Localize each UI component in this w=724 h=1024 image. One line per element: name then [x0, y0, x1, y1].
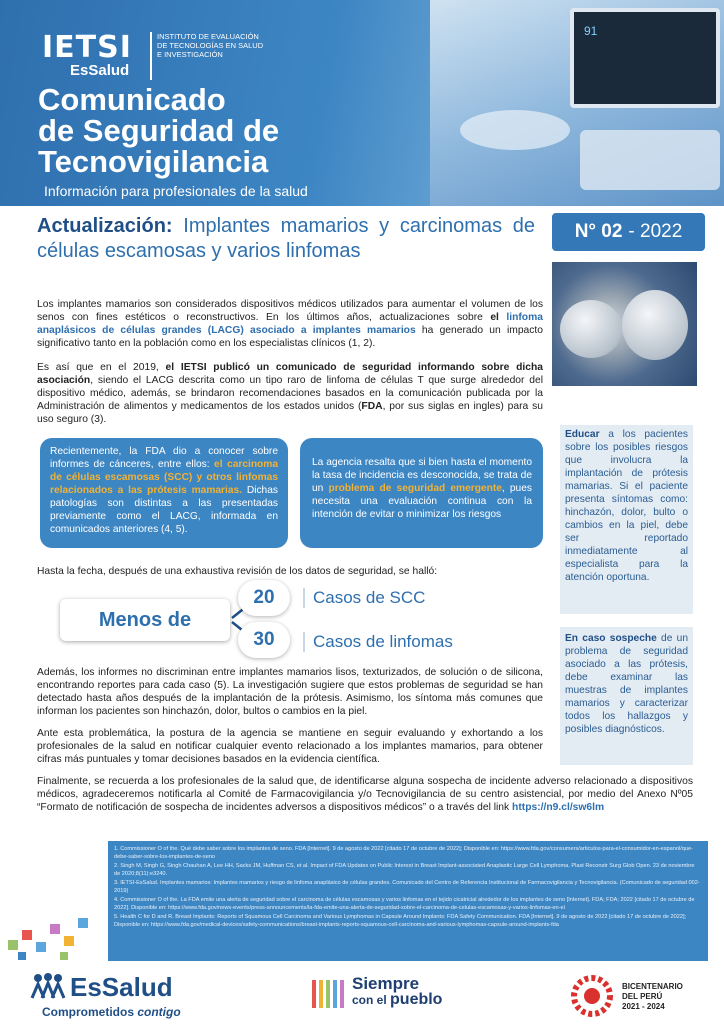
bicent-line-3: 2021 - 2024 [622, 1002, 665, 1011]
educar-bold: Educar [565, 429, 600, 440]
page-title [38, 84, 279, 177]
pixel-square [60, 952, 68, 960]
p2-text-c: , siendo el LACG descrita como un tipo raro de linfoma de células T que surge alrededor del dispositivo médico, además, se brindaron recomendaciones basados en la comunicación publicada por la Administración de alimentos y medicamentos de los estados unidos ( [37, 375, 543, 412]
paragraph-4: Ante esta problemática, la postura de la agencia se mantiene en seguir evaluando y exhortando a los profesionales de la salud en notificar cualquier evento relacionado a los implantes mamarios, para obtener cifras más puntuales y tomar decisiones basados en la evidencia científica. [37, 728, 543, 765]
implant-left-shape [560, 300, 622, 358]
implants-photo [552, 262, 697, 386]
linfomas-count: 30 [238, 622, 290, 658]
side-panel-caso [560, 627, 693, 765]
siempre-line-2a: con el [352, 993, 391, 1007]
header-photo [430, 0, 724, 206]
siempre-line-1: Siempre [352, 974, 420, 993]
p2-text-d: , por sus siglas en ingles) para su uso seguro (3). [37, 401, 543, 425]
paragraph-5 [37, 775, 693, 814]
update-label: Actualización: [37, 215, 173, 237]
reference-item: 1. Commissioner O of the. Qué debe saber sobre los implantes de seno. FDA [Internet]. 9 de agosto de 2022 [citado 17 de octubre de 2022]; Disponible en: https://www.fda.gov/consumers/articulos-para-el-consumidor-en-espanol/que-debe-saber-sobre-los-implantes-de-seno [114, 846, 693, 860]
pixel-square [36, 942, 46, 952]
p1-highlight: linfoma anaplásicos de células grandes (LACG) asociado a implantes mamarios [37, 312, 543, 336]
page-subtitle: Información para profesionales de la salud [44, 183, 308, 199]
p1-bold: el [490, 312, 507, 323]
reference-item: 4. Commissioner O of the. La FDA emite una alerta de seguridad sobre el carcinoma de células escamosas y varios linfomas en el tejido cicatricial alrededor de los implantes de seno [Internet]. FDA; FDA; 2022 [citado 17 de octubre de 2022]. Disponible en: https://www.fda.gov/news-events/press-announcements/la-fda-emite-una-alerta-de-seguridad-sobre-el-carcinoma-de-celulas-escamosas-y-varios-linfomas-en-el [114, 897, 695, 911]
caso-text: de un problema de seguridad asociado a las prótesis, debe examinar las muestras de implantes mamarios y caracterizar todos los hallazgos y posibles diagnósticos. [565, 633, 688, 735]
pixel-square [50, 924, 60, 934]
title-line-3: Tecnovigilancia [38, 144, 269, 179]
bicent-line-2: DEL PERÚ [622, 992, 663, 1001]
implant-right-shape [622, 290, 688, 360]
box1-text-b: Dichas patologías son distintas a las presentadas previamente como el LACG, informada en comunicados anteriores (4, 5). [50, 485, 278, 535]
tagline-b: contigo [137, 1005, 181, 1019]
essalud-people-icon [30, 972, 66, 1000]
notification-link[interactable]: https://n9.cl/sw6lm [512, 802, 605, 813]
p5-text: Finalmente, se recuerda a los profesionales de la salud que, de identificarse alguna sospecha de incidente adverso relacionado a dispositivos médicos, agradeceremos notificarla al Comité de Farmacovigilancia y/o Tecnovigilancia de su centro asistencial, por medio del Anexo Nº05 “Formato de notificación de sospecha de incidentes adversos a dispositivos médicos” o a través del link [37, 776, 693, 813]
references-box [108, 841, 708, 961]
pixel-square [22, 930, 32, 940]
issue-number-badge [552, 213, 705, 251]
pixel-square [64, 936, 74, 946]
scc-count: 20 [238, 580, 290, 616]
info-box-agency-text [312, 456, 532, 521]
info-box-fda-text [50, 445, 278, 536]
linfomas-label: Casos de linfomas [303, 632, 453, 652]
p1-text-a: Los implantes mamarios son considerados dispositivos médicos utilizados para aumentar el volumen de los senos con fines estéticos o reconstructivos. En los últimos años, actualizaciones sobre [37, 299, 543, 323]
pixel-square [78, 918, 88, 928]
menos-de-label: Menos de [60, 599, 230, 641]
monitor-number: 91 [584, 24, 598, 38]
siempre-line-2b: pueblo [390, 991, 443, 1008]
siempre-logo-icon [310, 976, 350, 1012]
p2-text-a: Es así que en el 2019, [37, 362, 166, 373]
title-line-1: Comunicado [38, 82, 226, 117]
paragraph-1 [37, 298, 543, 350]
update-text: Implantes mamarios y carcinomas de células escamosas y varios linfomas [37, 215, 535, 262]
reference-item: 5. Health C for D and R. Breast Implants: Reports of Squamous Cell Carcinoma and Various Lymphomas in Capsule Around Implants: FDA Safety Communication. FDA [Internet]. 9 de agosto de 2022 [citado 17 de octubre de 2022]; Disponible en: https://www.fda.gov/medical-devices/safety-communications/breast-implants-reports-squamous-cell-carcinoma-and-various-lymphomas-capsule-around-implants-fda [114, 914, 687, 928]
reference-item: 2. Singh M, Singh G, Singh Chauhan A, Lee HH, Sacks JM, Huffman CS, et al. Impact of FDA Updates on Public Interest in Breast Implant-associated Anaplastic Large Cell Lymphoma. Plast Reconstr Surg Glob Open. 23 de noviembre de 2020;8(11):e3240. [114, 863, 695, 877]
bicent-line-1: BICENTENARIO [622, 982, 683, 991]
siempre-logo-text [352, 976, 442, 1008]
box2-text-a: La agencia resalta que si bien hasta el momento la tasa de incidencia es desconocida, se trata de un [312, 457, 532, 494]
pixel-square [18, 952, 26, 960]
reference-item: 3. IETSI-EsSalud. Implantes mamarios: Implantes mamarios y riesgo de linfoma anaplásico de células grandes. Comunicado del Centro de Referencia Institucional de Farmacovigilancia y Tecnovigilancia. (Comunicado de seguridad 002-2019) [114, 880, 700, 894]
essalud-footer-logo: EsSalud [70, 972, 173, 1002]
p2-bold: el IETSI publicó un comunicado de seguridad informando sobre dicha asociación [37, 362, 543, 386]
monitor-image [570, 8, 720, 108]
pixel-decoration [0, 900, 100, 970]
lamp-shape [460, 110, 570, 150]
p1-text-c: ha generado un impacto significativo tanto en la población como en los especialistas clínicos (1, 2). [37, 325, 544, 349]
scc-label: Casos de SCC [303, 588, 425, 608]
logo-divider [150, 32, 152, 80]
issue-number: N° 02 [574, 221, 623, 242]
results-intro: Hasta la fecha, después de una exhaustiva revisión de los datos de seguridad, se halló: [37, 566, 438, 577]
institute-name: INSTITUTO DE EVALUACIÓN DE TECNOLOGÍAS EN SALUD E INVESTIGACIÓN [157, 32, 264, 59]
ietsi-logo: IETSI [42, 30, 132, 65]
info-box-agency [300, 438, 543, 548]
tagline-a: Comprometidos [42, 1005, 138, 1019]
box2-highlight: problema de seguridad emergente [328, 483, 502, 494]
bicentenario-text [622, 982, 683, 1012]
box2-text-b: , pues necesita una evaluación continua con la intención de evitar o minimizar los riesgos [312, 483, 532, 520]
side-panel-educar [560, 425, 693, 614]
title-line-2: de Seguridad de [38, 113, 280, 148]
header-banner [0, 0, 724, 206]
box1-highlight: el carcinoma de células escamosas (SCC) y otros linfomas relacionados a las prótesis mamarias. [50, 459, 278, 496]
caso-bold: En caso sospeche [565, 633, 657, 644]
paragraph-3: Además, los informes no discriminan entre implantes mamarios lisos, texturizados, de solución o de silicona, encontrando reportes para cada caso (5). La investigación sugiere que estos problemas de seguridad se han detectado hasta años después de la implantación de la prótesis. Asimismo, los síntoma más comunes que informan los pacientes son hinchazón, dolor, bultos o cambios en la piel. [37, 667, 543, 717]
essalud-logo-text: EsSalud [70, 62, 130, 79]
pixel-square [8, 940, 18, 950]
bicentenario-sun-icon [570, 974, 614, 1018]
p2-fda: FDA [361, 401, 383, 412]
essalud-tagline [42, 1005, 181, 1019]
educar-text: a los pacientes sobre los posibles riesgos que involucra la implantación de prótesis mamarias. Si el paciente presenta síntomas como: hinchazón, dolor, bulto o cambios en la piel, debe ser reportado inmediatamente al especialista para la atención oportuna. [565, 429, 688, 583]
paragraph-2 [37, 361, 543, 426]
update-title [37, 214, 535, 264]
bed-shape [580, 130, 720, 190]
issue-year: - 2022 [628, 221, 683, 242]
box1-text-a: Recientemente, la FDA dio a conocer sobre informes de cánceres, entre ellos: [50, 446, 278, 470]
info-box-fda [40, 438, 288, 548]
